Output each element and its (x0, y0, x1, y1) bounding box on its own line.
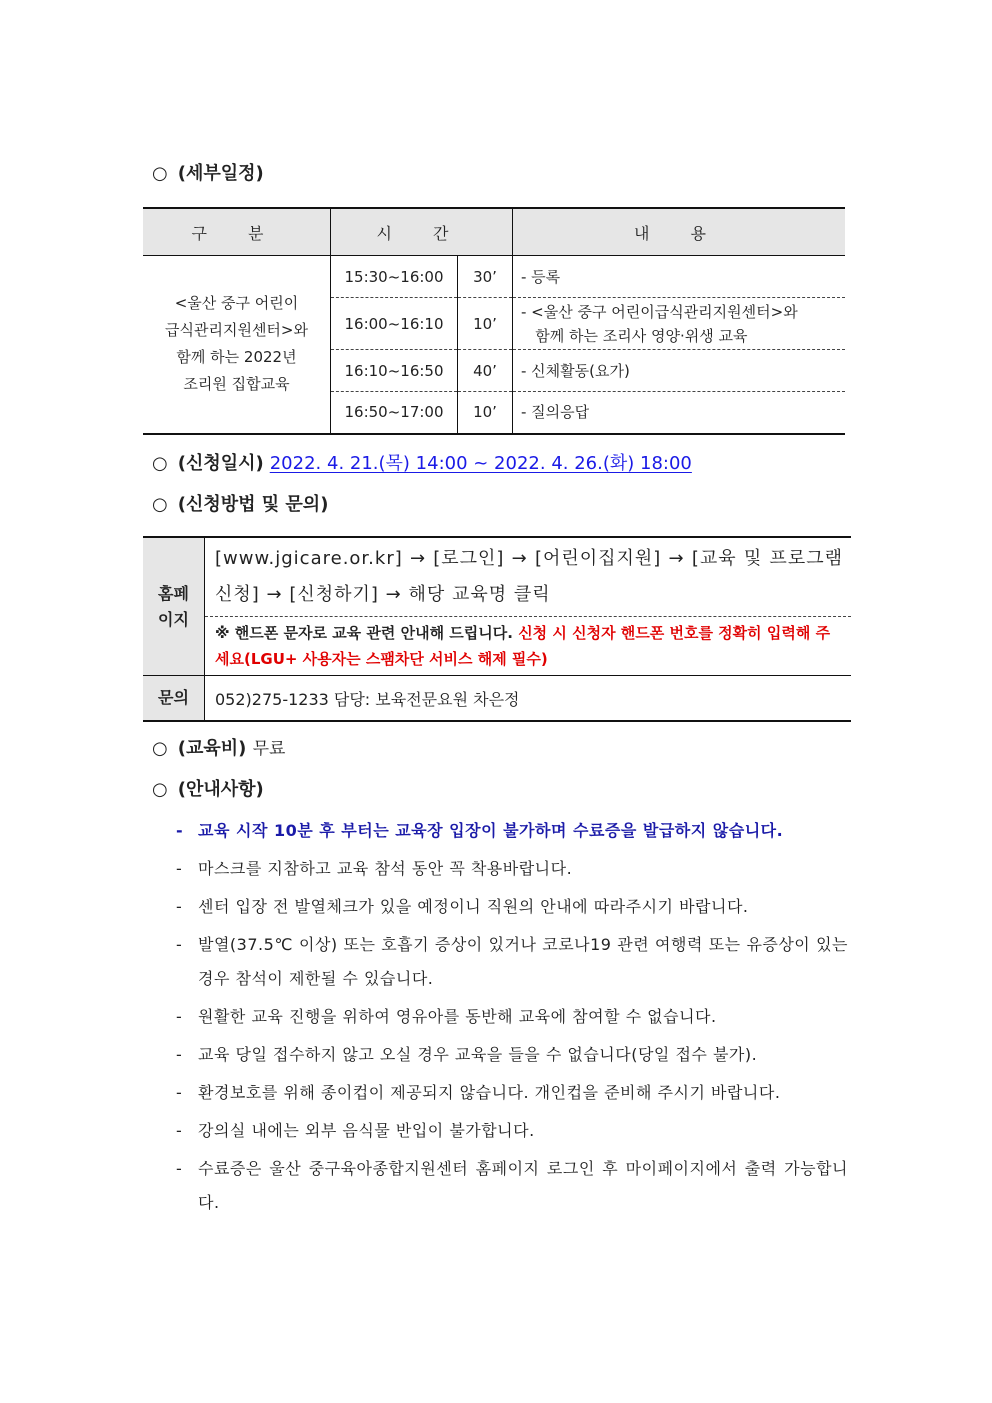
list-item (176, 1076, 848, 1110)
note-black: ※ 핸드폰 문자로 교육 관련 안내해 드립니다. (215, 624, 513, 642)
row-time: 15:30~16:00 (331, 256, 458, 298)
header-content: 내 용 (513, 208, 846, 256)
header-time: 시 간 (331, 208, 513, 256)
apply-date-title: (신청일시) (177, 453, 264, 474)
bullet-circle: ○ (152, 163, 168, 184)
row-duration: 30’ (458, 256, 513, 298)
application-path: [www.jgicare.or.kr] → [로그인] → [어린이집지원] → [교육 및 프로그램 신청] → [신청하기] → 해당 교육명 클릭 (205, 537, 852, 617)
apply-method-title: (신청방법 및 문의) (177, 494, 329, 515)
homepage-label: 홈페 이지 (143, 537, 205, 676)
group-label: <울산 중구 어린이 급식관리지원센터>와 함께 하는 2022년 조리원 집합교육 (143, 256, 331, 434)
bullet-circle: ○ (152, 738, 168, 759)
contact-row (143, 676, 851, 722)
row-duration: 10’ (458, 298, 513, 350)
apply-method-table (143, 536, 851, 722)
schedule-table (143, 207, 845, 435)
homepage-row (143, 537, 851, 617)
list-item (176, 1152, 848, 1220)
schedule-header-row (143, 208, 845, 256)
notice-text: 교육 당일 접수하지 않고 오실 경우 교육을 들을 수 없습니다(당일 접수 불가). (198, 1045, 758, 1064)
apply-date-heading (152, 452, 692, 476)
bullet-circle: ○ (152, 453, 168, 474)
bullet-circle: ○ (152, 779, 168, 800)
notice-heading (152, 778, 264, 802)
row-time: 16:50~17:00 (331, 392, 458, 434)
schedule-title: (세부일정) (177, 163, 264, 184)
notice-text: 환경보호를 위해 종이컵이 제공되지 않습니다. 개인컵을 준비해 주시기 바랍니다. (198, 1083, 781, 1102)
list-item (176, 1114, 848, 1148)
apply-date-value: 2022. 4. 21.(목) 14:00 ~ 2022. 4. 26.(화) 18:00 (269, 453, 692, 474)
contact-label: 문의 (143, 676, 205, 722)
row-time: 16:10~16:50 (331, 350, 458, 392)
header-category: 구 분 (143, 208, 331, 256)
bullet-circle: ○ (152, 494, 168, 515)
fee-heading (152, 737, 285, 761)
dash-marker: - (176, 1007, 183, 1026)
row-duration: 40’ (458, 350, 513, 392)
dash-marker: - (176, 1045, 183, 1064)
list-item (176, 852, 848, 886)
notice-text: 강의실 내에는 외부 음식물 반입이 불가합니다. (198, 1121, 535, 1140)
notice-text: 원활한 교육 진행을 위하여 영유아를 동반해 교육에 참여할 수 없습니다. (198, 1007, 717, 1026)
row-content: - 등록 (513, 256, 846, 298)
list-item (176, 1000, 848, 1034)
sms-note (205, 617, 852, 676)
list-item (176, 814, 848, 848)
apply-method-heading (152, 493, 328, 517)
notice-text: 수료증은 울산 중구육아종합지원센터 홈페이지 로그인 후 마이페이지에서 출력 가능합니다. (198, 1159, 848, 1212)
row-content: - 질의응답 (521, 403, 590, 422)
dash-marker: - (176, 935, 183, 954)
list-item (176, 890, 848, 924)
note-row (143, 617, 851, 676)
notice-text: 발열(37.5℃ 이상) 또는 호흡기 증상이 있거나 코로나19 관련 여행력 또는 유증상이 있는 경우 참석이 제한될 수 있습니다. (198, 935, 848, 988)
row-content: - <울산 중구 어린이급식관리지원센터>와 함께 하는 조리사 영양·위생 교육 (513, 298, 846, 350)
notice-text: 교육 시작 10분 후 부터는 교육장 입장이 불가하며 수료증을 발급하지 않습니다. (198, 821, 784, 840)
dash-marker: - (176, 1121, 183, 1140)
row-content: - 신체활동(요가) (513, 350, 846, 392)
table-row (143, 256, 845, 298)
list-item (176, 1038, 848, 1072)
fee-value: 무료 (252, 739, 286, 759)
list-item (176, 928, 848, 996)
notice-text: 센터 입장 전 발열체크가 있을 예정이니 직원의 안내에 따라주시기 바랍니다. (198, 897, 749, 916)
contact-value: 052)275-1233 담당: 보육전문요원 차은정 (205, 676, 852, 722)
dash-marker: - (176, 897, 183, 916)
schedule-heading (152, 162, 264, 186)
dash-marker: - (176, 859, 183, 878)
row-time: 16:00~16:10 (331, 298, 458, 350)
row-duration: 10’ (458, 392, 513, 434)
fee-title: (교육비) (177, 738, 247, 759)
dash-marker: - (176, 1159, 183, 1178)
dash-marker: - (176, 821, 184, 840)
notice-title: (안내사항) (177, 779, 264, 800)
notice-text: 마스크를 지참하고 교육 참석 동안 꼭 착용바랍니다. (198, 859, 573, 878)
dash-marker: - (176, 1083, 183, 1102)
note-red: 신청 시 신청자 핸드폰 번호를 정확히 입력해 주세요(LGU+ 사용자는 스팸차단 서비스 해제 필수) (215, 624, 831, 668)
notice-list (176, 814, 848, 1224)
